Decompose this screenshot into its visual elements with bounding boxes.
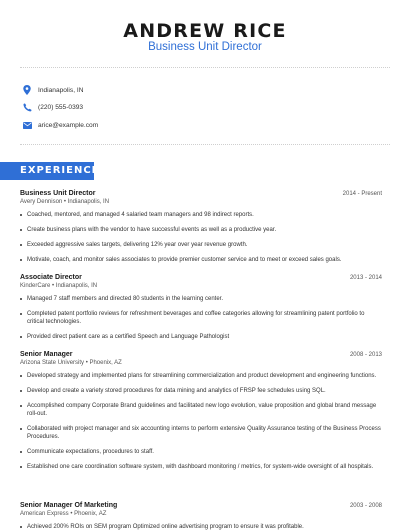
job-bullets — [20, 211, 382, 264]
bullet-item: Coached, mentored, and managed 4 salaried team managers and 98 indirect reports. — [20, 211, 382, 219]
bullet-item: Develop and create a variety stored procedures for data mining and analytics of FRSP fee schedules using SQL. — [20, 387, 382, 395]
job-dates: 2003 - 2008 — [349, 503, 382, 509]
job-role: Business Unit Director — [20, 190, 96, 197]
job-role: Senior Manager — [20, 351, 73, 358]
location-pin-icon — [22, 85, 32, 95]
contact-phone — [22, 101, 382, 113]
bullet-item: Accomplished company Corporate Brand guidelines and facilitated new logo evolution, value proposition and global brand message roll-out. — [20, 402, 382, 418]
job-entry — [20, 351, 382, 478]
candidate-name: ANDREW RICE — [123, 20, 287, 42]
bullet-item: Achieved 200% ROIs on SEM program Optimized online advertising program to ensure it was profitable. — [20, 523, 382, 530]
job-bullets — [20, 372, 382, 471]
job-organization: Avery Dennison • Indianapolis, IN — [20, 199, 110, 205]
job-role: Associate Director — [20, 274, 82, 281]
contact-phone-text: (220) 555-0393 — [38, 103, 84, 111]
bullet-item: Create business plans with the vendor to have successful events as well as a productive year. — [20, 226, 382, 234]
job-bullets — [20, 295, 382, 341]
contact-location-text: Indianapolis, IN — [38, 86, 84, 94]
job-dates: 2013 - 2014 — [349, 275, 382, 281]
bullet-item: Managed 7 staff members and directed 80 students in the learning center. — [20, 295, 382, 303]
bullet-item: Established one care coordination software system, with dashboard monitoring / metrics, for system-wide oversight of all hospitals. — [20, 463, 382, 471]
job-organization: KinderCare • Indianapolis, IN — [20, 283, 98, 289]
bullet-item: Provided direct patient care as a certified Speech and Language Pathologist — [20, 333, 382, 341]
job-role: Senior Manager Of Marketing — [20, 502, 118, 509]
job-entry — [20, 274, 382, 348]
experience-heading: EXPERIENCE — [20, 165, 100, 176]
email-icon — [22, 120, 32, 130]
job-organization: American Express • Phoenix, AZ — [20, 511, 107, 517]
contact-location — [22, 84, 382, 96]
bullet-item: Communicate expectations, procedures to staff. — [20, 448, 382, 456]
job-entry — [20, 502, 382, 530]
header-divider — [20, 67, 390, 68]
bullet-item: Developed strategy and implemented plans for streamlining commercialization and product development and engineering functions. — [20, 372, 382, 380]
bullet-item: Motivate, coach, and monitor sales associates to provide premier customer service and to meet or exceed sales goals. — [20, 256, 382, 264]
phone-icon — [22, 102, 32, 112]
job-dates: 2008 - 2013 — [349, 352, 382, 358]
contact-divider — [20, 144, 390, 145]
bullet-item: Exceeded aggressive sales targets, delivering 12% year over year revenue growth. — [20, 241, 382, 249]
job-dates: 2014 - Present — [342, 191, 382, 197]
bullet-item: Collaborated with project manager and six accounting interns to perform extensive Quality Assurance testing of the Business Process Procedures. — [20, 425, 382, 441]
candidate-title: Business Unit Director — [148, 41, 262, 53]
contact-email-text: arice@example.com — [38, 121, 99, 129]
bullet-item: Completed patent portfolio reviews for refreshment beverages and coffee categories allowing for streamlining patent portfolio to critical technologies. — [20, 310, 382, 326]
job-bullets — [20, 523, 382, 530]
job-organization: Arizona State University • Phoenix, AZ — [20, 360, 122, 366]
contact-email — [22, 119, 382, 131]
job-entry — [20, 190, 382, 271]
